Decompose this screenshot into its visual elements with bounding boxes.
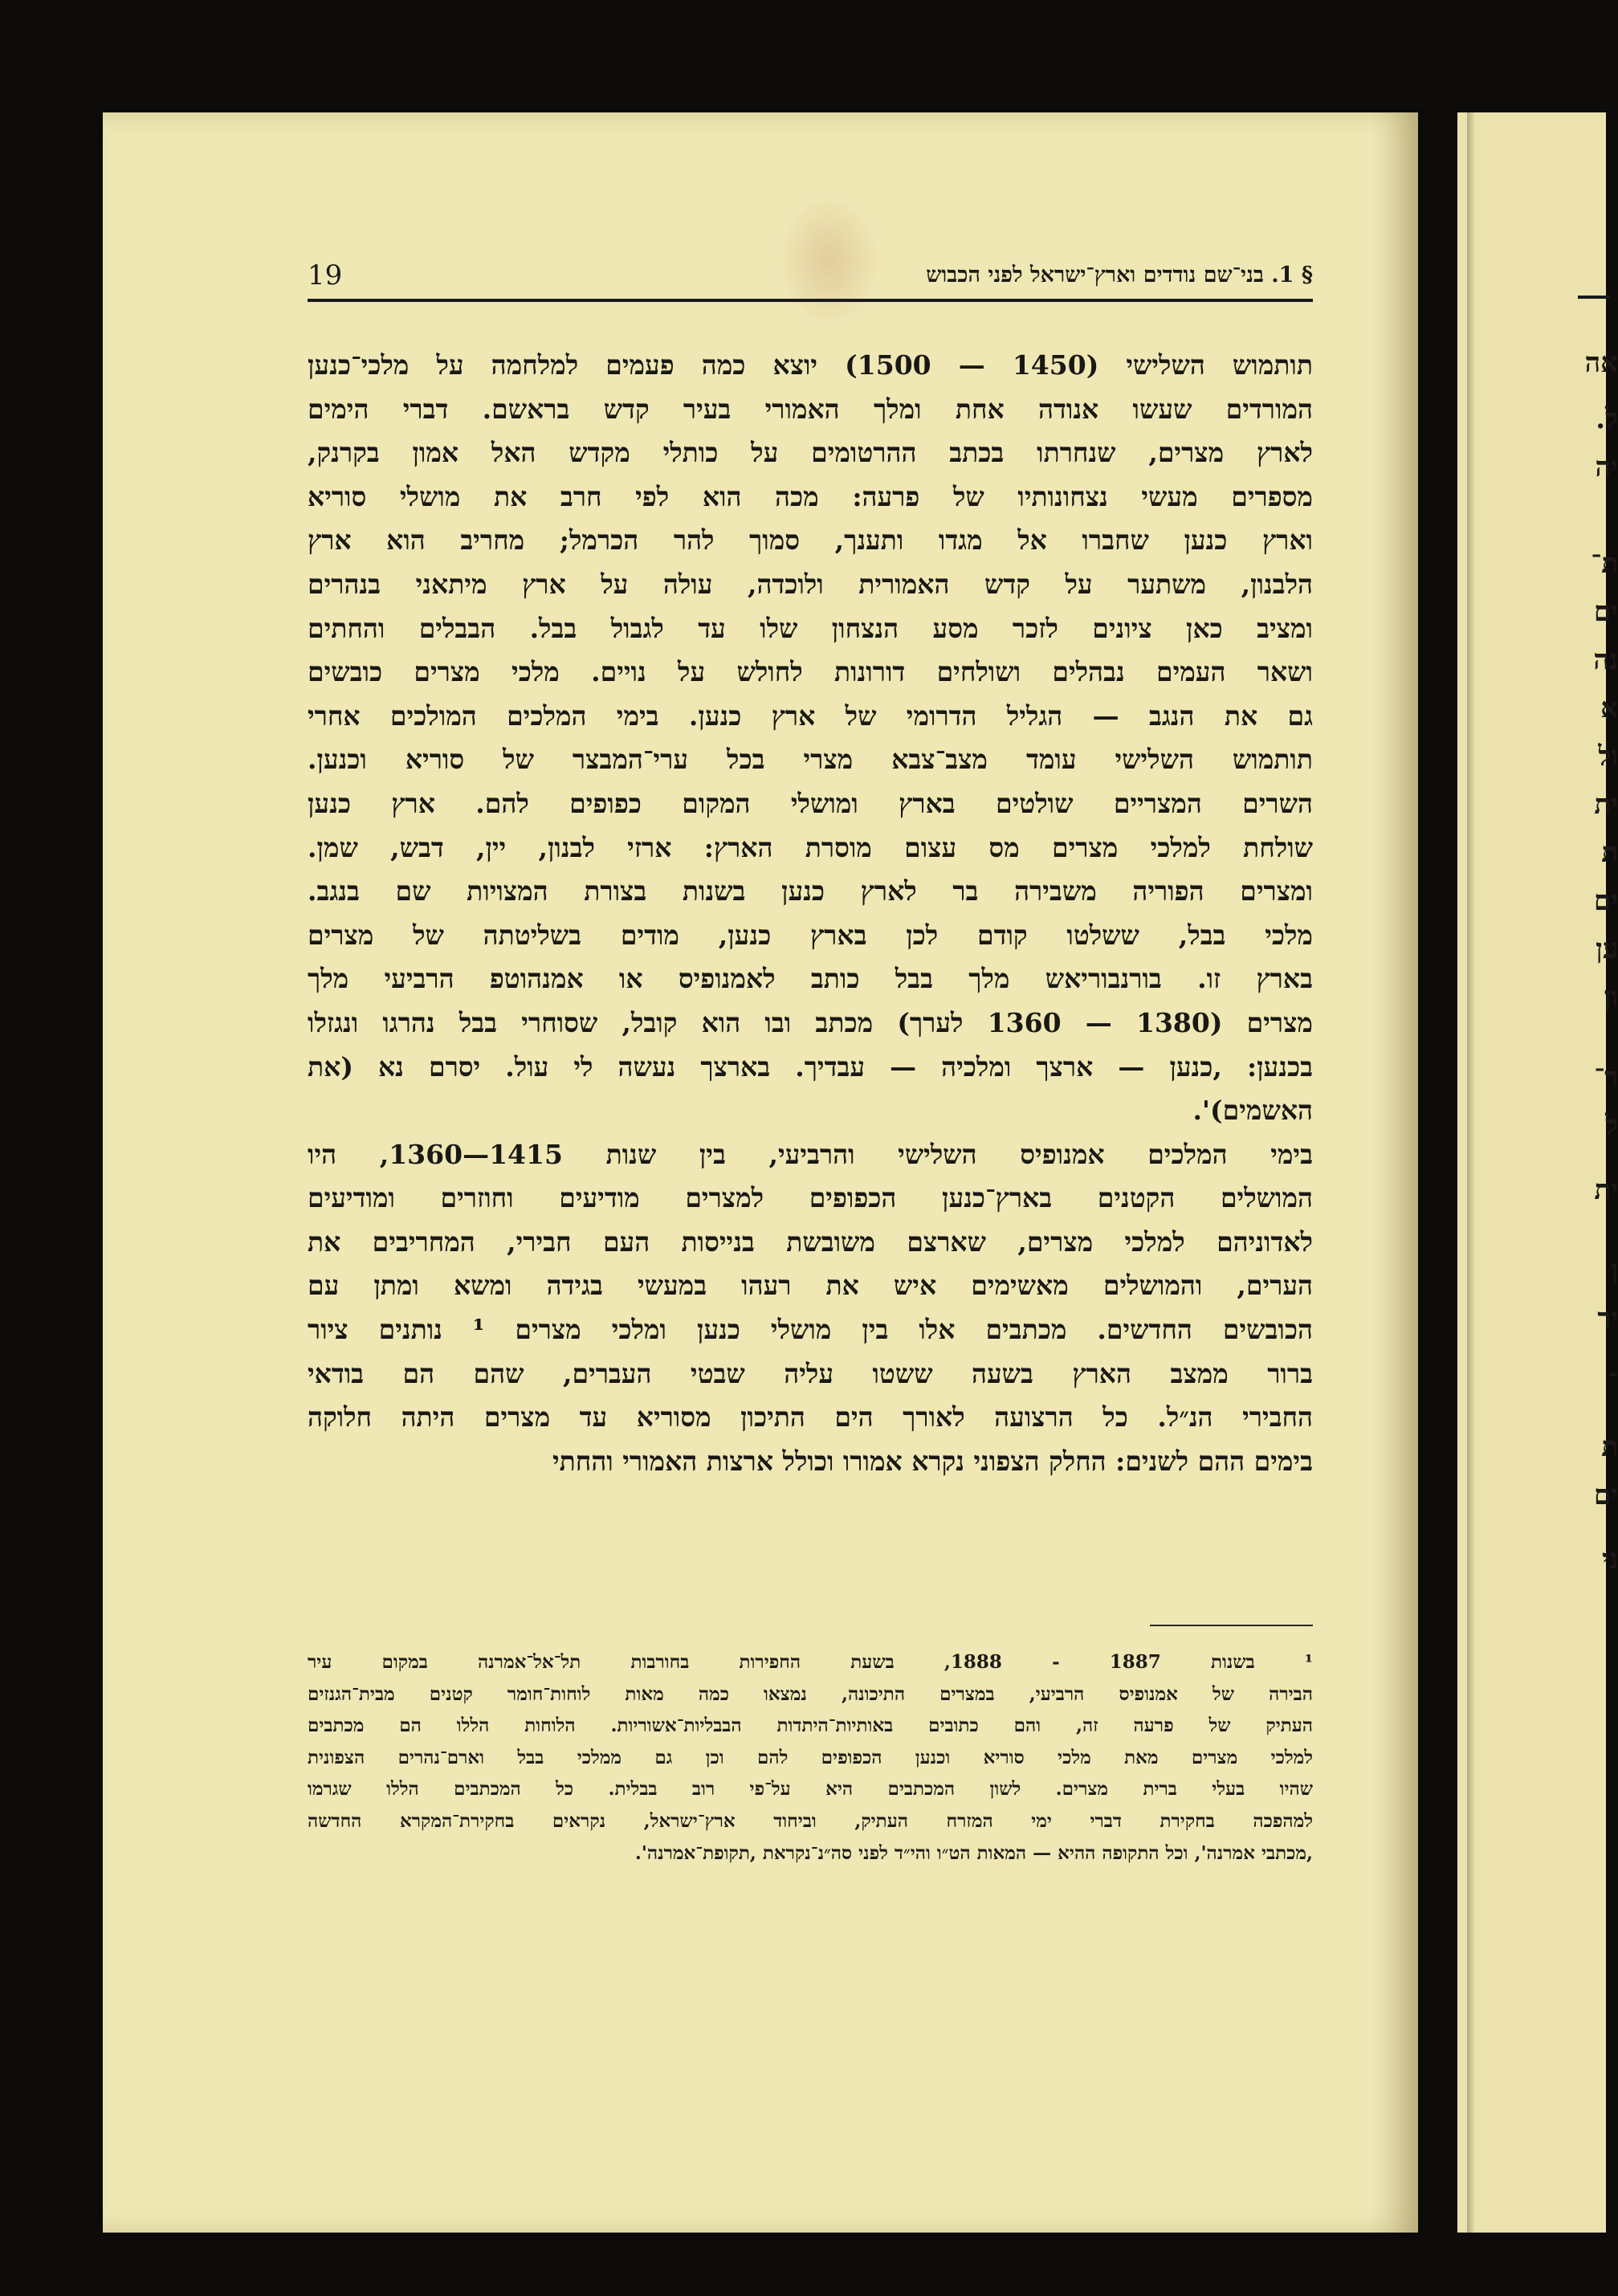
text-line: המושלים הקטנים בארץ־כנען הכפופים למצרים מודיעים וחוזרים ומודיעים: [308, 1182, 1313, 1214]
main-text: [308, 344, 1313, 1483]
text-line: ומציב כאן ציונים לזכר מסע הנצחון שלו עד לגבול בבל. הבבלים והחתים: [308, 612, 1313, 644]
text-line: למלכי מצרים מאת מלכי סוריא וכנען הכפופים להם וכן גם ממלכי בבל וארם־נהרים הצפונית: [308, 1746, 1313, 1768]
facing-page-fragment: ית: [1594, 1174, 1618, 1206]
facing-page-fragment: ים: [1593, 596, 1618, 628]
facing-page-fragment: ת: [1601, 837, 1618, 869]
text-line: מלכי בבל, ששלטו קודם לכן בארץ כנען, מודים בשליטתה של מצרים: [308, 919, 1313, 951]
text-line: האשמים)'.: [1192, 1095, 1313, 1127]
text-line: בימי המלכים אמנופיס השלישי והרביעי, בין שנות 1415—1360, היו: [308, 1138, 1313, 1170]
page-number: 19: [308, 259, 343, 292]
facing-page-fragment: ית: [1594, 789, 1618, 821]
text-line: לאדוניהם למלכי מצרים, שארצם משובשת בנייסות העם חבירי, המחריבים את: [308, 1225, 1313, 1258]
facing-page-fragment: ת־: [1591, 548, 1618, 580]
text-line: ומצרים הפוריה משבירה בר לארץ כנען בשנות בצורת המצויות שם בנגב.: [308, 875, 1313, 907]
facing-page-fragment: נה: [1593, 644, 1618, 676]
text-line: שהיו בעלי ברית מצרים. לשון המכתבים היא על־פי רוב בבלית. כל המכתבים הללו שגרמו: [308, 1778, 1313, 1801]
text-line: לארץ מצרים, שנחרתו בכתב ההרטומים על כותלי מקדש האל אמון בקרנק,: [308, 437, 1313, 469]
text-line: גם את הנגב — הגליל הדרומי של ארץ כנען. בימי המלכים המולכים אחרי: [308, 699, 1313, 732]
text-line: השרים המצריים שולטים בארץ ומושלי המקום כפופים להם. ארץ כנען: [308, 787, 1313, 819]
facing-page: [1457, 112, 1618, 2233]
facing-page-fragment: ון: [1604, 981, 1618, 1013]
text-line: ¹ בשנות 1887 - 1888, בשעת החפירות בחורבות תל־אל־אמרנה במקום עיר: [308, 1651, 1313, 1673]
facing-page-fragment: ים: [1593, 885, 1618, 917]
facing-page-fragment: יה: [1595, 451, 1618, 483]
text-line: ושאר העמים נבהלים ושולחים דורונות לחולש על נויים. מלכי מצרים כובשים: [308, 656, 1313, 688]
facing-page-fragment: ול: [1598, 740, 1618, 773]
text-line: ברור ממצב הארץ בשעה ששטו עליה שבטי העברים, שהם הם בודאי: [308, 1357, 1313, 1389]
facing-page-fragment: ל: [1605, 1110, 1618, 1142]
facing-page-header-rule: [1578, 296, 1610, 299]
text-line: הערים, והמושלים מאשימים איש את רעהו במעשי בגידה ומשא ומתן עם: [308, 1270, 1313, 1302]
text-line: המורדים שעשו אנודה אחת ומלך האמורי בעיר קדש בראשם. דברי הימים: [308, 393, 1313, 425]
facing-page-fragment: ני: [1602, 1544, 1618, 1576]
facing-page-fragment: יר: [1597, 1303, 1618, 1335]
text-line: בארץ זו. בורנבוריאש מלך בבל כותב לאמנופיס או אמנהוטפ הרביעי מלך: [308, 963, 1313, 995]
paragraph-1: [308, 344, 1313, 1133]
facing-page-fragment: ת: [1601, 1431, 1618, 1463]
header-rule: [308, 299, 1313, 302]
facing-page-fragment: אה: [1584, 347, 1618, 379]
facing-page-fragment: א: [1600, 692, 1618, 724]
page-header: [308, 259, 1313, 295]
text-line: למהפכה בחקירת דברי ימי המזרח העתיק, וביחוד ארץ־ישראל, נקראים בחקירת־המקרא החדשה: [308, 1809, 1313, 1832]
text-line: הלבנון, משתער על קדש האמורית ולוכדה, עולה על ארץ מיתאני בנהרים: [308, 568, 1313, 600]
text-line: בימים ההם לשנים: החלק הצפוני נקרא אמורו וכולל ארצות האמורי והחתי: [552, 1445, 1313, 1477]
text-line: תותמוש השלישי (1450 — 1500) יוצא כמה פעמים למלחמה על מלכי־כנען: [308, 349, 1313, 381]
facing-page-fragment: ־: [1607, 1367, 1618, 1399]
facing-page-fragment: ים: [1593, 1479, 1618, 1511]
facing-page-fragment: ען: [1596, 933, 1618, 965]
facing-page-fragment: ר־: [1594, 1062, 1618, 1094]
paragraph-2: [308, 1133, 1313, 1484]
text-line: ,מכתבי אמרנה', וכל התקופה ההיא — המאות הט״ו והי״ד לפני סה״נ־נקראת ,תקופת־אמרנה'.: [634, 1841, 1313, 1864]
text-line: תותמוש השלישי עומד מצב־צבא מצרי בכל ערי־המבצר של סוריא וכנען.: [308, 744, 1313, 776]
text-line: הכובשים החדשים. מכתבים אלו בין מושלי כנען ומלכי מצרים ¹ נותנים ציור: [308, 1314, 1313, 1346]
text-line: החבירי הנ״ל. כל הרצועה לאורך הים התיכון מסוריא עד מצרים היתה חלוקה: [308, 1401, 1313, 1433]
running-head: § 1. בני־שם נודדים וארץ־ישראל לפני הכבוש: [926, 263, 1313, 288]
text-line: מצרים (1380 — 1360 לערך) מכתב ובו הוא קובל, שסוחרי בבל נהרגו ונגזלו: [308, 1006, 1313, 1038]
footnote-rule: [1150, 1625, 1313, 1626]
facing-page-fragment: ל.: [1596, 403, 1618, 435]
text-line: שולחת למלכי מצרים מס עצום מוסרת הארץ: ארזי לבנון, יין, דבש, שמן.: [308, 831, 1313, 863]
text-line: וארץ כנען שחברו אל מגדו ותענך, סמוך להר הכרמל; מחריב הוא ארץ: [308, 524, 1313, 557]
text-line: העתיק של פרעה זה, והם כתובים באותיות־היתדות הבבליות־אשוריות. הלוחות הללו הם מכתבים: [308, 1715, 1313, 1737]
gutter-shadow: [1370, 112, 1418, 2233]
text-line: מספרים מעשי נצחונותיו של פרעה: מכה הוא לפי חרב את מושלי סוריא: [308, 480, 1313, 512]
footnotes: [308, 1646, 1313, 1869]
text-line: הבירה של אמנופיס הרביעי, במצרים התיכונה, נמצאו כמה מאות לוחות־חומר קטנים מבית־הגנזים: [308, 1682, 1313, 1705]
facing-page-fragment: ן: [1611, 1254, 1618, 1287]
text-line: בכנען: ,כנען — ארצך ומלכיה — עבדיך. בארצך נעשה לי עול. יסרם נא (את: [308, 1050, 1313, 1083]
page-edge-shadow: [1467, 112, 1475, 2233]
